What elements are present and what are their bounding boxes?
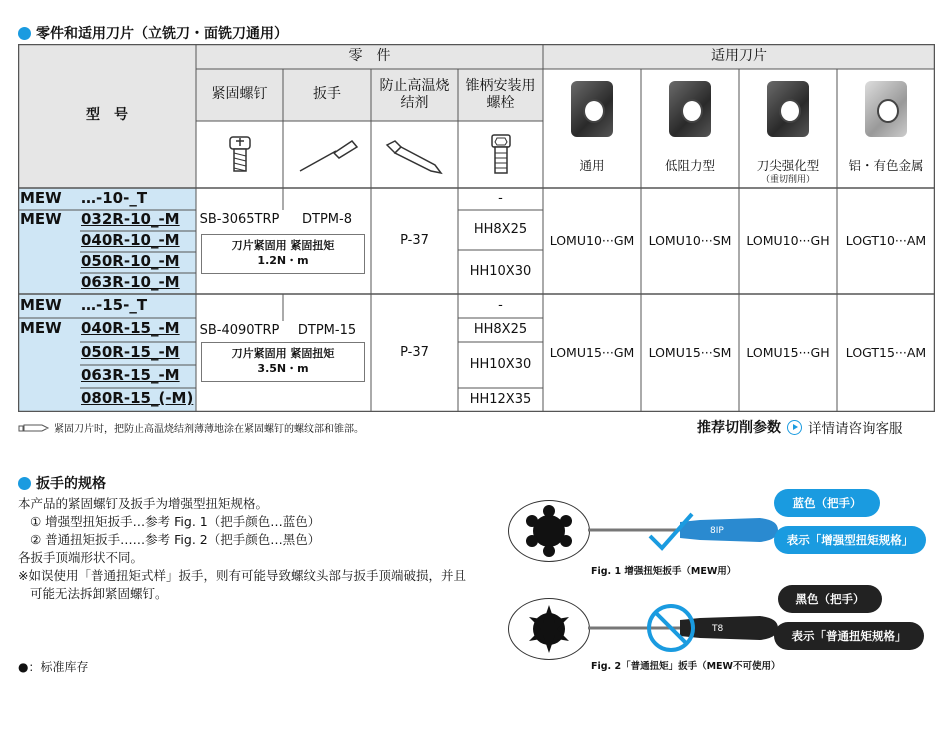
tube-small-icon — [18, 422, 50, 434]
bullet-icon — [18, 27, 31, 40]
inserts-header: 适用刀片 — [711, 47, 767, 64]
footnote: 紧固刀片时，把防止高温烧结剂薄薄地涂在紧固螺钉的螺纹部和锥部。 — [18, 420, 364, 435]
insert-low-resistance: 低阻力型 — [641, 69, 739, 188]
wrench-value: DTPM-8 — [302, 211, 352, 227]
fig1-wrench — [580, 500, 780, 560]
insert-aluminum: 铝・有色金属 — [837, 69, 935, 188]
fig2-spec-label: 表示「普通扭矩规格」 — [774, 622, 924, 650]
wrench-description: 本产品的紧固螺钉及扳手为增强型扭矩规格。 ① 增强型扭矩扳手…参考 Fig. 1（把手颜色…蓝色） ② 普通扭矩扳手……参考 Fig. 2（把手颜色…黑色） 各扳手顶端形状不同。 ※如误使用「普通扭矩式样」扳手，则有可能导致螺纹头部与扳手顶端破损，并且 可能无法拆卸紧固螺钉。 — [18, 496, 466, 601]
wrench-header: 扳手 — [313, 86, 341, 103]
torque-box: 刀片紧固用 紧固扭矩 3.5N・m — [201, 342, 365, 382]
svg-text:8IP: 8IP — [710, 526, 724, 536]
bullet-icon — [18, 477, 31, 490]
svg-text:T8: T8 — [712, 624, 724, 634]
screw-value: SB-4090TRP — [199, 322, 280, 338]
anti-seize-value: P-37 — [400, 232, 429, 248]
fig2-tip-closeup — [508, 598, 590, 660]
screw-header: 紧固螺钉 — [211, 86, 268, 103]
torque-box: 刀片紧固用 紧固扭矩 1.2N・m — [201, 234, 365, 274]
bolt-header: 锥柄安装用螺栓 — [465, 77, 536, 111]
anti-seize-header: 防止高温烧结剂 — [379, 77, 450, 111]
fig2-caption: Fig. 2「普通扭矩」扳手（MEW不可使用） — [591, 661, 781, 672]
fig1-handle-label: 蓝色（把手） — [774, 489, 880, 517]
fig1-caption: Fig. 1 增强扭矩扳手（MEW用） — [591, 566, 737, 577]
insert-reinforced: 刀尖强化型 （重切削用） — [739, 69, 837, 188]
insert-general: 通用 — [543, 69, 641, 188]
model-header: 型 号 — [86, 107, 128, 124]
section-title: 零件和适用刀片（立铣刀・面铣刀通用） — [18, 23, 288, 43]
parts-header: 零 件 — [348, 47, 391, 64]
stock-legend: ●：标准库存 — [18, 660, 89, 674]
wrench-value: DTPM-15 — [297, 322, 357, 338]
fig2-wrench — [580, 598, 780, 658]
fig1-spec-label: 表示「增强型扭矩规格」 — [774, 526, 926, 554]
arrow-right-icon — [787, 420, 802, 435]
fig1-tip-closeup — [508, 500, 590, 562]
anti-seize-value: P-37 — [400, 344, 429, 360]
fig2-handle-label: 黑色（把手） — [778, 585, 882, 613]
table-grid — [18, 44, 935, 412]
screw-value: SB-3065TRP — [199, 211, 280, 227]
section-title-wrench: 扳手的规格 — [18, 473, 106, 493]
recommend-link[interactable]: 推荐切削参数 详情请咨询客服 — [697, 420, 903, 437]
parts-table: 型 号 零 件 适用刀片 紧固螺钉 扳手 防止高温烧结剂 锥柄安装用螺栓 通用 低阻力型 刀尖强化型 （重切削用） 铝・有色金属 MEW …-10-_T MEW 032R-10_-M 040R-10_-M 050R-10_-M 063R-10_-M SB-3065TRP DTPM-8 刀片紧固用 紧固扭矩 1.2N・m P-37 - HH8X25 HH10X30 LOMU10···GM LOMU10···SM LOMU10···GH LOGT10···AM MEW …-15-_T MEW 040R-15_-M 050R-15_-M 063R-15_-M 080R-15_(-M) SB-4090TRP DTPM-15 刀片紧固用 紧固扭矩 3.5N・m P-37 - HH8X25 HH10X30 HH12X35 LOMU15···GM LOMU15···SM LOMU15···GH LOGT15···AM — [18, 44, 935, 412]
